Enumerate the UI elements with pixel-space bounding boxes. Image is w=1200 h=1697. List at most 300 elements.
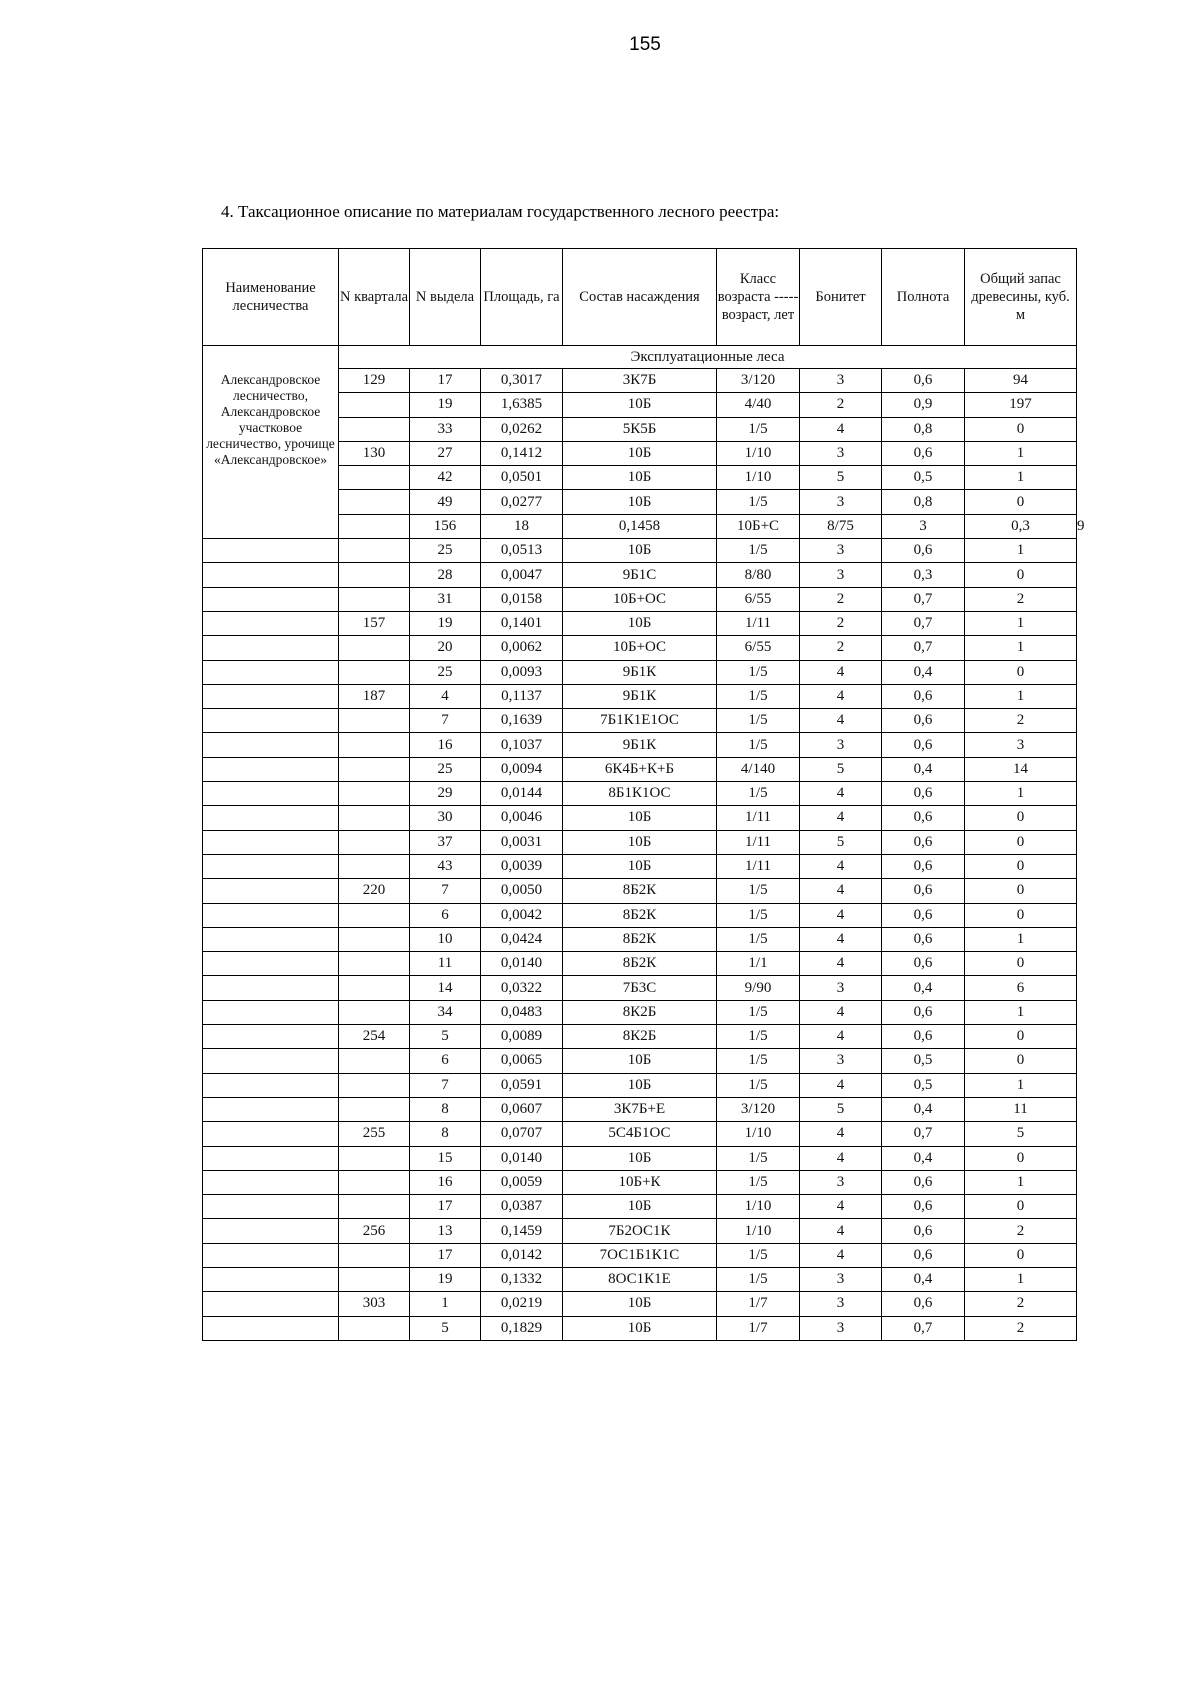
cell-composition: 3К7Б: [563, 369, 717, 393]
cell-bonitet: 3: [800, 1267, 882, 1291]
cell-allotment: 19: [410, 393, 481, 417]
cell-density: 0,6: [882, 684, 965, 708]
cell-composition: 5К5Б: [563, 417, 717, 441]
cell-density: 0,3: [882, 563, 965, 587]
cell-quarter: [339, 976, 410, 1000]
table-row: [203, 660, 1077, 684]
cell-density: 0,5: [882, 1049, 965, 1073]
cell-stock: 1: [965, 782, 1077, 806]
cell-composition: 6К4Б+К+Б: [563, 757, 717, 781]
cell-area: 0,0140: [481, 952, 563, 976]
cell-composition: 8Б2К: [563, 879, 717, 903]
cell-density: 0,6: [882, 441, 965, 465]
cell-quarter: [339, 806, 410, 830]
table-row: [203, 684, 1077, 708]
cell-quarter: [339, 830, 410, 854]
table-row: [203, 1219, 1077, 1243]
cell-bonitet: 4: [800, 854, 882, 878]
cell-bonitet: 4: [800, 660, 882, 684]
cell-density: 0,6: [882, 854, 965, 878]
cell-quarter: [339, 1073, 410, 1097]
header-allotment: N выдела: [410, 249, 481, 346]
forestry-cell: [203, 1122, 339, 1146]
table-row: [203, 1195, 1077, 1219]
table-row: [203, 1073, 1077, 1097]
cell-bonitet: 3: [800, 976, 882, 1000]
cell-density: 0,4: [882, 660, 965, 684]
table-row: [203, 952, 1077, 976]
cell-allotment: 7: [410, 1073, 481, 1097]
table-row: [203, 1170, 1077, 1194]
cell-stock: 5: [965, 1122, 1077, 1146]
table-row: [203, 587, 1077, 611]
header-row: [203, 249, 1077, 346]
cell-allotment: 5: [410, 1025, 481, 1049]
cell-quarter: [339, 417, 410, 441]
cell-allotment: 4: [410, 684, 481, 708]
cell-age: 1/5: [717, 733, 800, 757]
forestry-cell: [203, 1219, 339, 1243]
cell-area: 0,0158: [481, 587, 563, 611]
forestry-cell: [203, 976, 339, 1000]
cell-bonitet: 3: [800, 369, 882, 393]
cell-area: 0,0707: [481, 1122, 563, 1146]
cell-composition: 8Б1К1ОС: [563, 782, 717, 806]
cell-allotment: 25: [410, 757, 481, 781]
cell-area: 0,0046: [481, 806, 563, 830]
table-row: [203, 611, 1077, 635]
cell-density: 0,6: [882, 733, 965, 757]
table-row: [203, 733, 1077, 757]
cell-density: 0,4: [882, 1146, 965, 1170]
cell-density: 0,4: [882, 976, 965, 1000]
cell-bonitet: 4: [800, 952, 882, 976]
cell-allotment: 20: [410, 636, 481, 660]
forestry-cell: [203, 782, 339, 806]
cell-quarter: [339, 1146, 410, 1170]
cell-allotment: 19: [410, 611, 481, 635]
cell-composition: 10Б: [563, 611, 717, 635]
cell-quarter: [339, 1097, 410, 1121]
cell-composition: 8Б2К: [563, 952, 717, 976]
cell-bonitet: 4: [800, 1146, 882, 1170]
cell-age: 1/7: [717, 1316, 800, 1340]
cell-bonitet: 4: [800, 1073, 882, 1097]
cell-bonitet: 4: [800, 879, 882, 903]
cell-density: 0,8: [882, 417, 965, 441]
table-row: [203, 854, 1077, 878]
table-row: 156 18 0,1458 10Б+С 8/75 3 0,3 9: [203, 514, 1077, 538]
page-number: 155: [629, 34, 661, 55]
cell-bonitet: 4: [800, 903, 882, 927]
cell-bonitet: 3: [800, 490, 882, 514]
cell-area: 0,0031: [481, 830, 563, 854]
cell-area: 0,0062: [481, 636, 563, 660]
cell-density: 0,5: [882, 1073, 965, 1097]
cell-bonitet: 3: [800, 1170, 882, 1194]
cell-area: 0,0042: [481, 903, 563, 927]
table-row: [203, 563, 1077, 587]
cell-allotment: 5: [410, 1316, 481, 1340]
cell-allotment: 11: [410, 952, 481, 976]
cell-age: 6/55: [717, 636, 800, 660]
table-row: [203, 1243, 1077, 1267]
forestry-cell: [203, 927, 339, 951]
cell-age: 1/5: [717, 903, 800, 927]
cell-bonitet: 3: [800, 1049, 882, 1073]
cell-composition: 10Б: [563, 393, 717, 417]
cell-density: 0,6: [882, 952, 965, 976]
cell-area: 0,1639: [481, 709, 563, 733]
forestry-cell: [203, 757, 339, 781]
cell-allotment: 10: [410, 927, 481, 951]
cell-allotment: 13: [410, 1219, 481, 1243]
header-bonitet: Бонитет: [800, 249, 882, 346]
cell-quarter: 254: [339, 1025, 410, 1049]
cell-allotment: 27: [410, 441, 481, 465]
cell-stock: 1: [965, 1267, 1077, 1291]
cell-composition: 10Б: [563, 1195, 717, 1219]
cell-density: 0,6: [882, 830, 965, 854]
cell-allotment: 16: [410, 733, 481, 757]
cell-stock: 1: [965, 466, 1077, 490]
forestry-cell: [203, 1000, 339, 1024]
cell-age: 1/5: [717, 684, 800, 708]
cell-stock: 1: [965, 539, 1077, 563]
table-row: [203, 757, 1077, 781]
cell-allotment: 15: [410, 1146, 481, 1170]
table-row: [203, 879, 1077, 903]
cell-allotment: 17: [410, 369, 481, 393]
cell-allotment: 17: [410, 1243, 481, 1267]
cell-bonitet: 3: [800, 441, 882, 465]
cell-quarter: [339, 1170, 410, 1194]
cell-bonitet: 4: [800, 1243, 882, 1267]
cell-age: 9/90: [717, 976, 800, 1000]
cell-age: 1/5: [717, 660, 800, 684]
cell-density: 0,6: [882, 1219, 965, 1243]
cell-age: 1/5: [717, 879, 800, 903]
cell-stock: 0: [965, 1025, 1077, 1049]
table-row: [203, 1292, 1077, 1316]
header-age: Класс возраста ----- возраст, лет: [717, 249, 800, 346]
forestry-cell: [203, 1267, 339, 1291]
cell-composition: 10Б: [563, 539, 717, 563]
cell-area: 0,1037: [481, 733, 563, 757]
cell-allotment: 19: [410, 1267, 481, 1291]
cell-bonitet: 4: [800, 806, 882, 830]
cell-density: 0,6: [882, 782, 965, 806]
cell-stock: 0: [965, 490, 1077, 514]
cell-allotment: 33: [410, 417, 481, 441]
cell-stock: 0: [965, 417, 1077, 441]
cell-density: 0,7: [882, 1316, 965, 1340]
cell-density: 0,8: [882, 490, 965, 514]
cell-bonitet: 4: [800, 1195, 882, 1219]
cell-composition: 10Б: [563, 466, 717, 490]
cell-area: 0,0277: [481, 490, 563, 514]
cell-bonitet: 2: [800, 611, 882, 635]
cell-allotment: 6: [410, 1049, 481, 1073]
table-row: [203, 1025, 1077, 1049]
cell-quarter: [339, 660, 410, 684]
cell-density: 0,6: [882, 1170, 965, 1194]
cell-quarter: [339, 782, 410, 806]
forestry-cell: [203, 1025, 339, 1049]
cell-density: 0,4: [882, 1267, 965, 1291]
cell-age: 1/5: [717, 490, 800, 514]
cell-allotment: 49: [410, 490, 481, 514]
cell-allotment: 6: [410, 903, 481, 927]
cell-age: 3/120: [717, 369, 800, 393]
forestry-cell: [203, 636, 339, 660]
cell-stock: 0: [965, 1146, 1077, 1170]
cell-area: 0,0093: [481, 660, 563, 684]
cell-age: 1/5: [717, 782, 800, 806]
cell-area: 0,0094: [481, 757, 563, 781]
cell-bonitet: 3: [800, 563, 882, 587]
cell-stock: 2: [965, 1292, 1077, 1316]
cell-age: 1/5: [717, 1243, 800, 1267]
cell-stock: 0: [965, 830, 1077, 854]
cell-bonitet: 3: [882, 514, 965, 538]
forestry-cell: [339, 514, 410, 538]
cell-bonitet: 4: [800, 1122, 882, 1146]
table-row: [203, 1316, 1077, 1340]
cell-stock: 1: [965, 611, 1077, 635]
cell-quarter: [339, 466, 410, 490]
cell-composition: 10Б: [563, 1073, 717, 1097]
cell-age: 1/11: [717, 830, 800, 854]
cell-stock: 94: [965, 369, 1077, 393]
cell-quarter: [339, 952, 410, 976]
section-label: Эксплуатационные леса: [339, 346, 1077, 369]
forestry-cell: [203, 1292, 339, 1316]
cell-quarter: 255: [339, 1122, 410, 1146]
cell-area: 0,0050: [481, 879, 563, 903]
header-composition: Состав насаждения: [563, 249, 717, 346]
cell-age: 1/5: [717, 1146, 800, 1170]
cell-area: 0,0387: [481, 1195, 563, 1219]
forestry-cell: [203, 1049, 339, 1073]
cell-quarter: [339, 1267, 410, 1291]
section-row: [203, 346, 1077, 369]
cell-quarter: 156: [410, 514, 481, 538]
cell-quarter: [339, 490, 410, 514]
cell-quarter: [339, 1195, 410, 1219]
cell-allotment: 30: [410, 806, 481, 830]
table-row: [203, 782, 1077, 806]
forestry-cell: [203, 709, 339, 733]
section-heading: 4. Таксационное описание по материалам государственного лесного реестра:: [221, 202, 780, 221]
forestry-cell: [203, 854, 339, 878]
cell-quarter: [339, 563, 410, 587]
cell-quarter: 130: [339, 441, 410, 465]
cell-age: 1/5: [717, 417, 800, 441]
cell-stock: 0: [965, 903, 1077, 927]
cell-area: 0,0607: [481, 1097, 563, 1121]
cell-allotment: 25: [410, 660, 481, 684]
cell-density: 0,7: [882, 1122, 965, 1146]
table-row: [203, 976, 1077, 1000]
table-row: [203, 539, 1077, 563]
table-row: [203, 806, 1077, 830]
taxation-table: [202, 248, 1085, 1341]
cell-area: 0,1137: [481, 684, 563, 708]
cell-area: 0,0513: [481, 539, 563, 563]
cell-area: 0,0219: [481, 1292, 563, 1316]
cell-composition: 10Б: [563, 441, 717, 465]
cell-area: 0,0144: [481, 782, 563, 806]
cell-allotment: 14: [410, 976, 481, 1000]
cell-area: 0,1829: [481, 1316, 563, 1340]
cell-age: 1/5: [717, 1170, 800, 1194]
forestry-cell: [203, 806, 339, 830]
cell-area: 0,0047: [481, 563, 563, 587]
forestry-cell: [203, 1316, 339, 1340]
cell-stock: 6: [965, 976, 1077, 1000]
header-density: Полнота: [882, 249, 965, 346]
cell-quarter: 303: [339, 1292, 410, 1316]
cell-quarter: [339, 757, 410, 781]
cell-quarter: 129: [339, 369, 410, 393]
cell-quarter: [339, 539, 410, 563]
cell-stock: 2: [965, 709, 1077, 733]
cell-stock: 1: [965, 636, 1077, 660]
cell-stock: 197: [965, 393, 1077, 417]
cell-composition: 8ОС1К1Е: [563, 1267, 717, 1291]
cell-stock: 0: [965, 879, 1077, 903]
cell-bonitet: 2: [800, 587, 882, 611]
cell-area: 0,0424: [481, 927, 563, 951]
cell-quarter: [339, 587, 410, 611]
cell-stock: 0: [965, 952, 1077, 976]
cell-age: 1/5: [717, 1049, 800, 1073]
cell-composition: 8Б2К: [563, 927, 717, 951]
table-row: [203, 1000, 1077, 1024]
forestry-cell: [203, 611, 339, 635]
cell-stock: 1: [965, 1073, 1077, 1097]
cell-composition: 10Б+К: [563, 1170, 717, 1194]
cell-area: 0,0140: [481, 1146, 563, 1170]
cell-density: 0,6: [882, 879, 965, 903]
cell-composition: 3К7Б+Е: [563, 1097, 717, 1121]
cell-age: 8/75: [800, 514, 882, 538]
forestry-cell: [203, 1073, 339, 1097]
cell-quarter: [339, 927, 410, 951]
cell-area: 0,0039: [481, 854, 563, 878]
cell-composition: 10Б+ОС: [563, 636, 717, 660]
cell-allotment: 28: [410, 563, 481, 587]
cell-stock: 1: [965, 927, 1077, 951]
cell-age: 1/5: [717, 1267, 800, 1291]
cell-density: 0,6: [882, 1292, 965, 1316]
forestry-cell: [203, 1170, 339, 1194]
cell-bonitet: 4: [800, 1000, 882, 1024]
cell-quarter: [339, 709, 410, 733]
cell-quarter: [339, 903, 410, 927]
cell-age: 1/11: [717, 806, 800, 830]
cell-stock: 2: [965, 587, 1077, 611]
cell-density: 0,6: [882, 927, 965, 951]
cell-bonitet: 3: [800, 539, 882, 563]
header-area: Площадь, га: [481, 249, 563, 346]
cell-age: 1/11: [717, 854, 800, 878]
cell-age: 1/1: [717, 952, 800, 976]
cell-composition: 10Б+ОС: [563, 587, 717, 611]
cell-area: 0,0483: [481, 1000, 563, 1024]
cell-composition: 10Б: [563, 854, 717, 878]
header-stock: Общий запас древесины, куб. м: [965, 249, 1077, 346]
cell-composition: 10Б: [563, 830, 717, 854]
cell-age: 4/140: [717, 757, 800, 781]
cell-age: 6/55: [717, 587, 800, 611]
cell-density: 0,7: [882, 611, 965, 635]
cell-composition: 10Б: [563, 1292, 717, 1316]
cell-composition: 8К2Б: [563, 1025, 717, 1049]
cell-composition: 8К2Б: [563, 1000, 717, 1024]
cell-stock: 3: [965, 733, 1077, 757]
cell-allotment: 31: [410, 587, 481, 611]
cell-allotment: 8: [410, 1097, 481, 1121]
cell-stock: 0: [965, 806, 1077, 830]
table-row: [203, 1097, 1077, 1121]
cell-composition: 10Б: [563, 806, 717, 830]
cell-age: 1/5: [717, 1025, 800, 1049]
cell-bonitet: 4: [800, 1025, 882, 1049]
cell-density: 0,6: [882, 1195, 965, 1219]
cell-bonitet: 3: [800, 1292, 882, 1316]
cell-density: 0,4: [882, 757, 965, 781]
cell-composition: 10Б: [563, 1049, 717, 1073]
cell-density: 0,4: [882, 1097, 965, 1121]
cell-composition: 5С4Б1ОС: [563, 1122, 717, 1146]
cell-age: 4/40: [717, 393, 800, 417]
cell-bonitet: 5: [800, 466, 882, 490]
cell-age: 1/10: [717, 441, 800, 465]
cell-density: 0,6: [882, 539, 965, 563]
cell-quarter: 256: [339, 1219, 410, 1243]
cell-area: 0,0501: [481, 466, 563, 490]
cell-stock: 0: [965, 1243, 1077, 1267]
cell-stock: 0: [965, 854, 1077, 878]
forestry-cell: [203, 1146, 339, 1170]
cell-bonitet: 4: [800, 1219, 882, 1243]
forestry-cell: [203, 1097, 339, 1121]
cell-allotment: 37: [410, 830, 481, 854]
cell-age: 1/5: [717, 1000, 800, 1024]
cell-allotment: 16: [410, 1170, 481, 1194]
cell-age: 1/10: [717, 1219, 800, 1243]
cell-area: 0,1412: [481, 441, 563, 465]
cell-quarter: [339, 1243, 410, 1267]
cell-age: 1/10: [717, 1122, 800, 1146]
cell-bonitet: 5: [800, 757, 882, 781]
forestry-cell: [203, 733, 339, 757]
cell-allotment: 18: [481, 514, 563, 538]
cell-density: 0,6: [882, 806, 965, 830]
cell-stock: 2: [965, 1316, 1077, 1340]
table-row: [203, 709, 1077, 733]
cell-area: 0,1332: [481, 1267, 563, 1291]
cell-composition: 9Б1К: [563, 684, 717, 708]
cell-area: 0,1459: [481, 1219, 563, 1243]
cell-quarter: [339, 1049, 410, 1073]
cell-density: 0,7: [882, 636, 965, 660]
forestry-cell: [203, 563, 339, 587]
cell-allotment: 42: [410, 466, 481, 490]
cell-area: 0,1458: [563, 514, 717, 538]
